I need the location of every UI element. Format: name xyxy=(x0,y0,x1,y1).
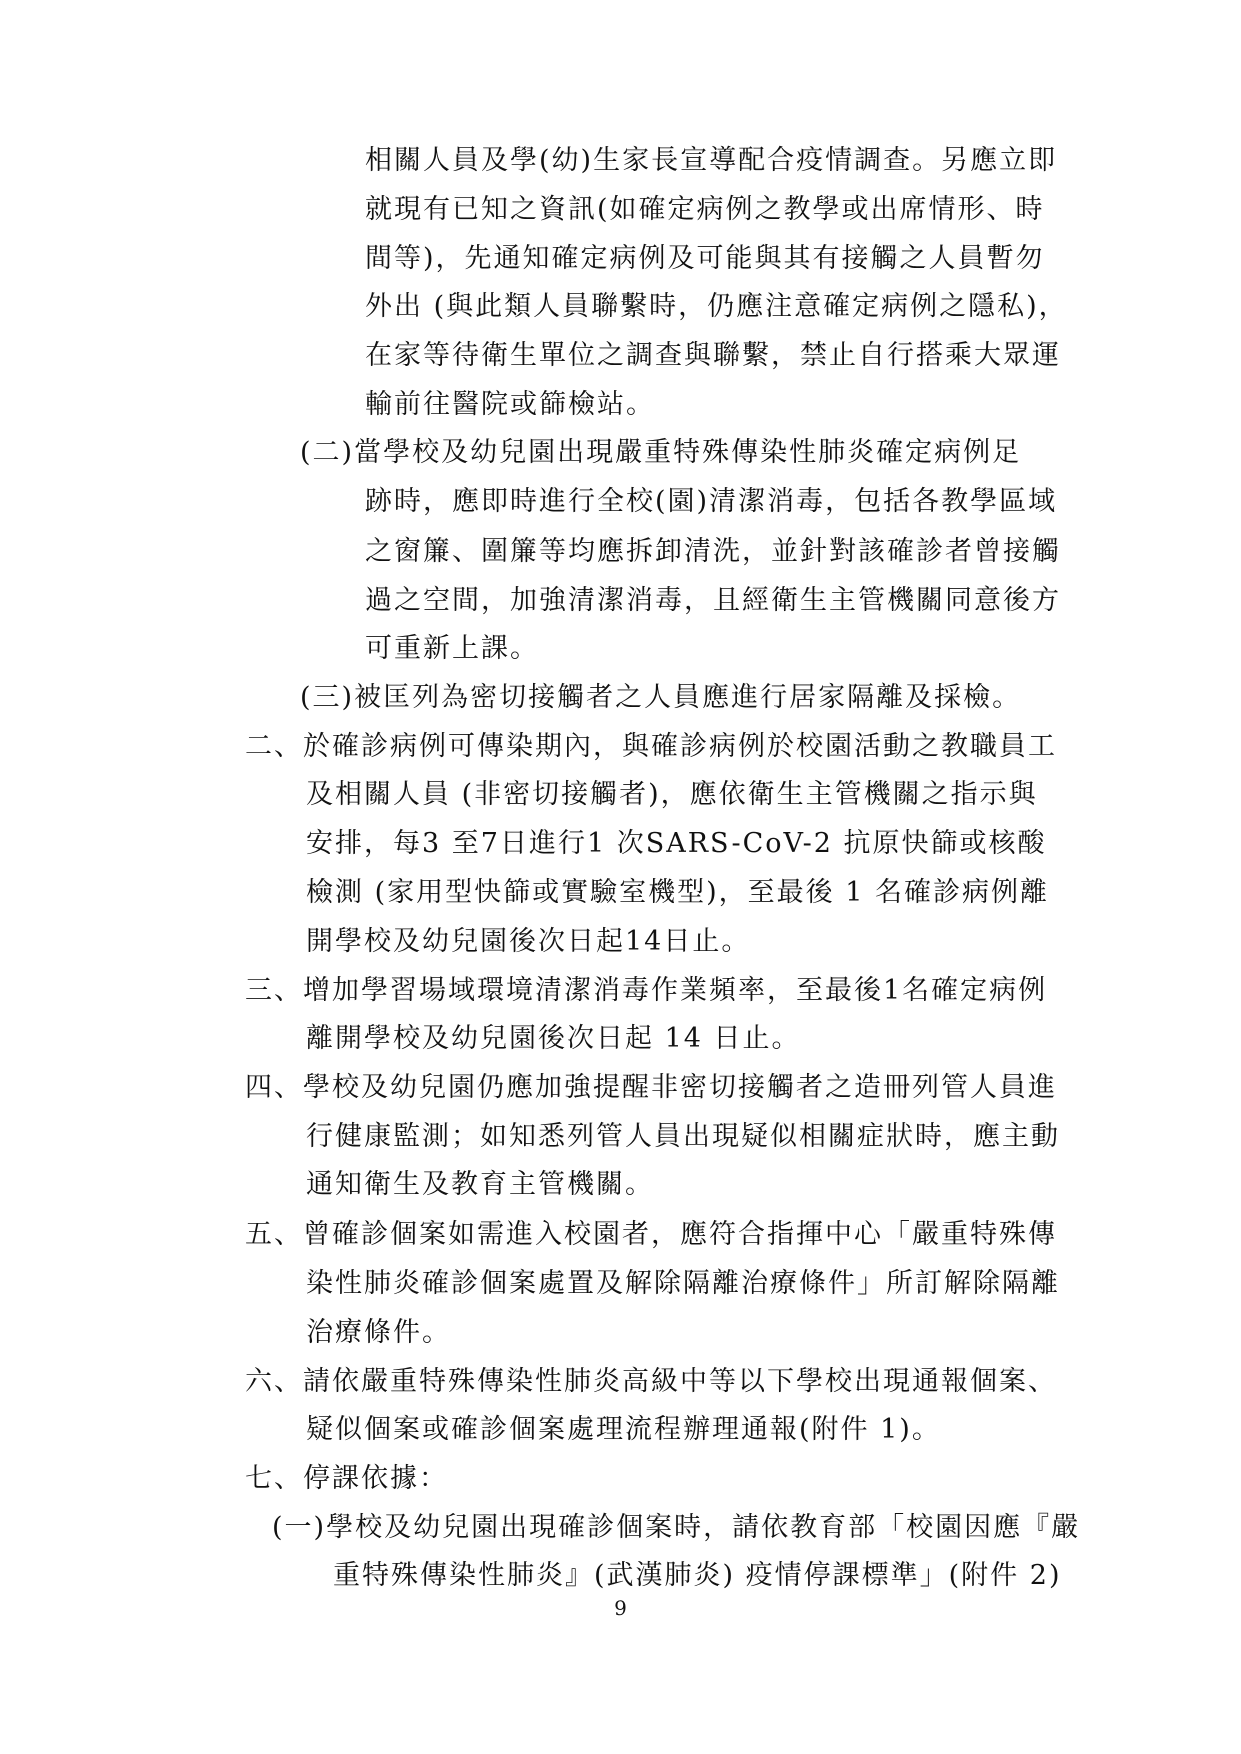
text-line: 重特殊傳染性肺炎』(武漢肺炎) 疫情停課標準」(附件 2) xyxy=(333,1560,1062,1591)
page-number: 9 xyxy=(614,1596,627,1620)
text-line: 跡時，應即時進行全校(園)清潔消毒，包括各教學區域 xyxy=(365,486,1058,518)
text-line: 就現有已知之資訊(如確定病例之教學或出席情形、時 xyxy=(365,194,1045,225)
text-line: 之窗簾、圍簾等均應拆卸清洗，並針對該確診者曾接觸 xyxy=(365,535,1061,567)
text-line: 在家等待衛生單位之調查與聯繫，禁止自行搭乘大眾運 xyxy=(365,340,1061,372)
text-line: (一)學校及幼兒園出現確診個案時，請依教育部「校園因應『嚴 xyxy=(272,1511,1081,1543)
text-line: 五、曾確診個案如需進入校園者，應符合指揮中心「嚴重特殊傳 xyxy=(245,1218,1057,1250)
text-line: 外出 (與此類人員聯繫時，仍應注意確定病例之隱私)， xyxy=(365,291,1068,323)
text-line: 二、於確診病例可傳染期內，與確診病例於校園活動之教職員工 xyxy=(245,730,1057,762)
text-line: 離開學校及幼兒園後次日起 14 日止。 xyxy=(306,1023,801,1055)
text-line: 六、請依嚴重特殊傳染性肺炎高級中等以下學校出現通報個案、 xyxy=(245,1365,1057,1397)
text-line: 開學校及幼兒園後次日起14日止。 xyxy=(306,926,751,957)
text-line: (三)被匡列為密切接觸者之人員應進行居家隔離及採檢。 xyxy=(300,681,1022,713)
text-line: 相關人員及學(幼)生家長宣導配合疫情調查。另應立即 xyxy=(365,145,1058,176)
text-line: 通知衛生及教育主管機關。 xyxy=(306,1169,654,1201)
text-line: 治療條件。 xyxy=(306,1316,451,1348)
text-line: 間等)，先通知確定病例及可能與其有接觸之人員暫勿 xyxy=(365,243,1045,274)
text-line: 七、停課依據： xyxy=(245,1462,448,1494)
text-line: 四、學校及幼兒園仍應加強提醒非密切接觸者之造冊列管人員進 xyxy=(245,1072,1057,1104)
text-line: 染性肺炎確診個案處置及解除隔離治療條件」所訂解除隔離 xyxy=(306,1267,1060,1299)
text-line: 過之空間，加強清潔消毒，且經衛生主管機關同意後方 xyxy=(365,584,1061,616)
text-line: 安排，每3 至7日進行1 次SARS-CoV-2 抗原快篩或核酸 xyxy=(306,827,1047,859)
text-line: 及相關人員 (非密切接觸者)，應依衛生主管機關之指示與 xyxy=(306,778,1038,810)
text-line: (二)當學校及幼兒園出現嚴重特殊傳染性肺炎確定病例足 xyxy=(300,437,1022,469)
text-line: 檢測 (家用型快篩或實驗室機型)，至最後 1 名確診病例離 xyxy=(306,877,1049,908)
text-line: 可重新上課。 xyxy=(365,632,539,664)
text-line: 行健康監測；如知悉列管人員出現疑似相關症狀時，應主動 xyxy=(306,1121,1060,1153)
text-line: 輸前往醫院或篩檢站。 xyxy=(365,389,655,421)
text-line: 疑似個案或確診個案處理流程辦理通報(附件 1)。 xyxy=(306,1413,941,1445)
text-line: 三、增加學習場域環境清潔消毒作業頻率，至最後1名確定病例 xyxy=(245,975,1048,1006)
